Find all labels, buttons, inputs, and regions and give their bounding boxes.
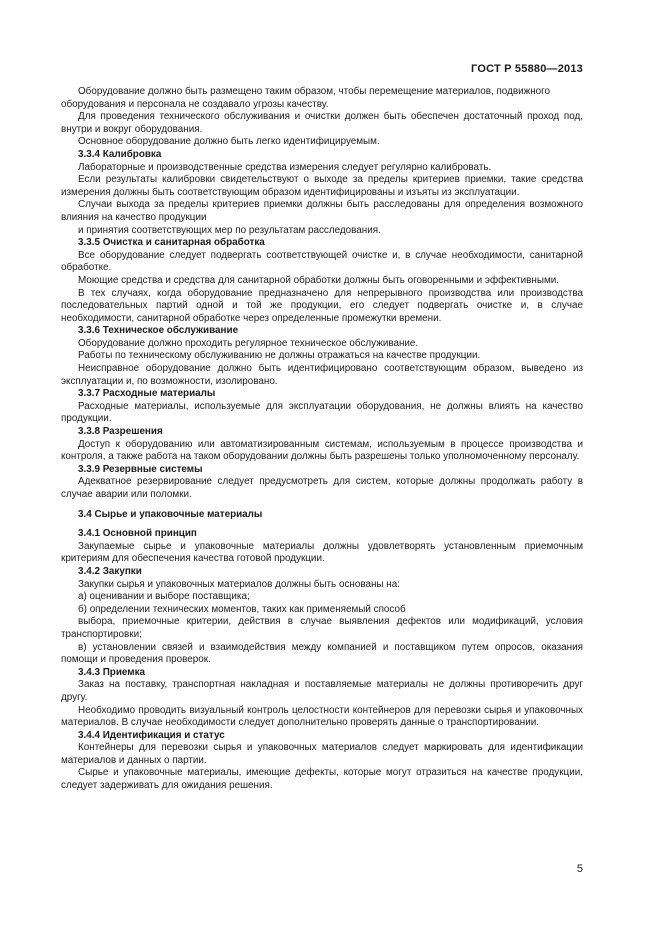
paragraph: Моющие средства и средства для санитарной обработки должны быть оговоренными и эффективными. (78, 274, 559, 286)
section-heading: 3.3.6 Техническое обслуживание (78, 325, 239, 337)
section-heading: 3.3.9 Резервные системы (78, 463, 203, 475)
paragraph: Работы по техническому обслуживанию не должны отражаться на качестве продукции. (78, 350, 481, 362)
paragraph: Если результаты калибровки свидетельствуют о выходе за пределы критериев приемки, такие средства измерения должны быть соответствующим образом идентифицированы и изъяты из эксплуатации. (61, 174, 583, 198)
list-item: б) определении технических моментов, таких как применяемый способ (78, 603, 406, 615)
document-header: ГОСТ Р 55880—2013 (471, 63, 583, 75)
paragraph: Сырье и упаковочные материалы, имеющие дефекты, которые могут отразиться на качестве продукции, следует задерживать для ожидания решения. (61, 767, 583, 792)
paragraph: Оборудование должно проходить регулярное техническое обслуживание. (78, 337, 419, 349)
section-heading-major: 3.4 Сырье и упаковочные материалы (78, 508, 263, 520)
list-item: а) оценивании и выборе поставщика; (78, 591, 250, 603)
paragraph: Для проведения технического обслуживания и очистки должен быть обеспечен достаточный проход под, внутри и вокруг оборудования. (61, 111, 583, 135)
paragraph: Неисправное оборудование должно быть идентифицировано соответствующим образом, выведено из эксплуатации и, по возможности, изолировано. (61, 363, 583, 387)
paragraph: Заказ на поставку, транспортная накладная и поставляемые материалы не должны противоречить друг другу. (61, 679, 583, 703)
section-heading: 3.3.4 Калибровка (78, 148, 162, 160)
paragraph: и принятия соответствующих мер по результатам расследования. (78, 224, 381, 236)
paragraph: Все оборудование следует подвергать соответствующей очистке и, в случае необходимости, санитарной обработке. (61, 249, 583, 274)
section-heading: 3.4.1 Основной принцип (78, 528, 197, 540)
section-heading: 3.3.7 Расходные материалы (78, 388, 216, 400)
paragraph: Доступ к оборудованию или автоматизированным системам, используемым в процессе производства и контроля, а также работа на таком оборудовании должны быть разрешены только уполномоченному персоналу. (61, 438, 583, 463)
paragraph: Закупки сырья и упаковочных материалов должны быть основаны на: (78, 578, 400, 590)
paragraph: Контейнеры для перевозки сырья и упаковочных материалов следует маркировать для идентификации материалов и данных о партии. (61, 742, 583, 766)
paragraph: Адекватное резервирование следует предусмотреть для систем, которые должны продолжать работу в случае аварии или поломки. (61, 476, 583, 500)
section-heading: 3.3.8 Разрешения (78, 426, 163, 438)
section-heading: 3.3.5 Очистка и санитарная обработка (78, 237, 265, 249)
page-number: 5 (576, 863, 583, 875)
paragraph: Основное оборудование должно быть легко идентифицируемым. (78, 136, 380, 148)
list-item: в) установлении связей и взаимодействия между компанией и поставщиком путем опросов, оказания помощи и проведения проверок. (61, 641, 583, 666)
paragraph: Закупаемые сырье и упаковочные материалы должны удовлетворять установленным приемочным критериям для обеспечения качества готовой продукции. (61, 540, 583, 565)
paragraph: Необходимо проводить визуальный контроль целостности контейнеров для перевозки сырья и упаковочных материалов. В случае необходимости следует дополнительно проверять данные о транспортировании. (61, 704, 583, 729)
section-heading: 3.4.4 Идентификация и статус (78, 729, 225, 741)
section-heading: 3.4.3 Приемка (78, 666, 146, 678)
section-heading: 3.4.2 Закупки (78, 565, 142, 577)
paragraph: В тех случаях, когда оборудование предназначено для непрерывного производства или производства последовательных партий одной и той же продукции, его следует подвергать очистке и, в случае необходимости, санитарной обработке через определенные промежутки времени. (61, 287, 583, 324)
paragraph: Оборудование должно быть размещено таким образом, чтобы перемещение материалов, подвижного оборудования и персонала не создавало угрозы качеству. (61, 86, 551, 110)
paragraph: Случаи выхода за пределы критериев приемки должны быть расследованы для определения возможного влияния на качество продукции (61, 199, 583, 223)
page-body (61, 86, 583, 793)
paragraph: Расходные материалы, используемые для эксплуатации оборудования, не должны влиять на качество продукции. (61, 400, 583, 425)
list-item: выбора, приемочные критерии, действия в случае выявления дефектов или модификаций, условия транспортировки; (61, 616, 583, 640)
paragraph: Лабораторные и производственные средства измерения следует регулярно калибровать. (78, 161, 492, 173)
